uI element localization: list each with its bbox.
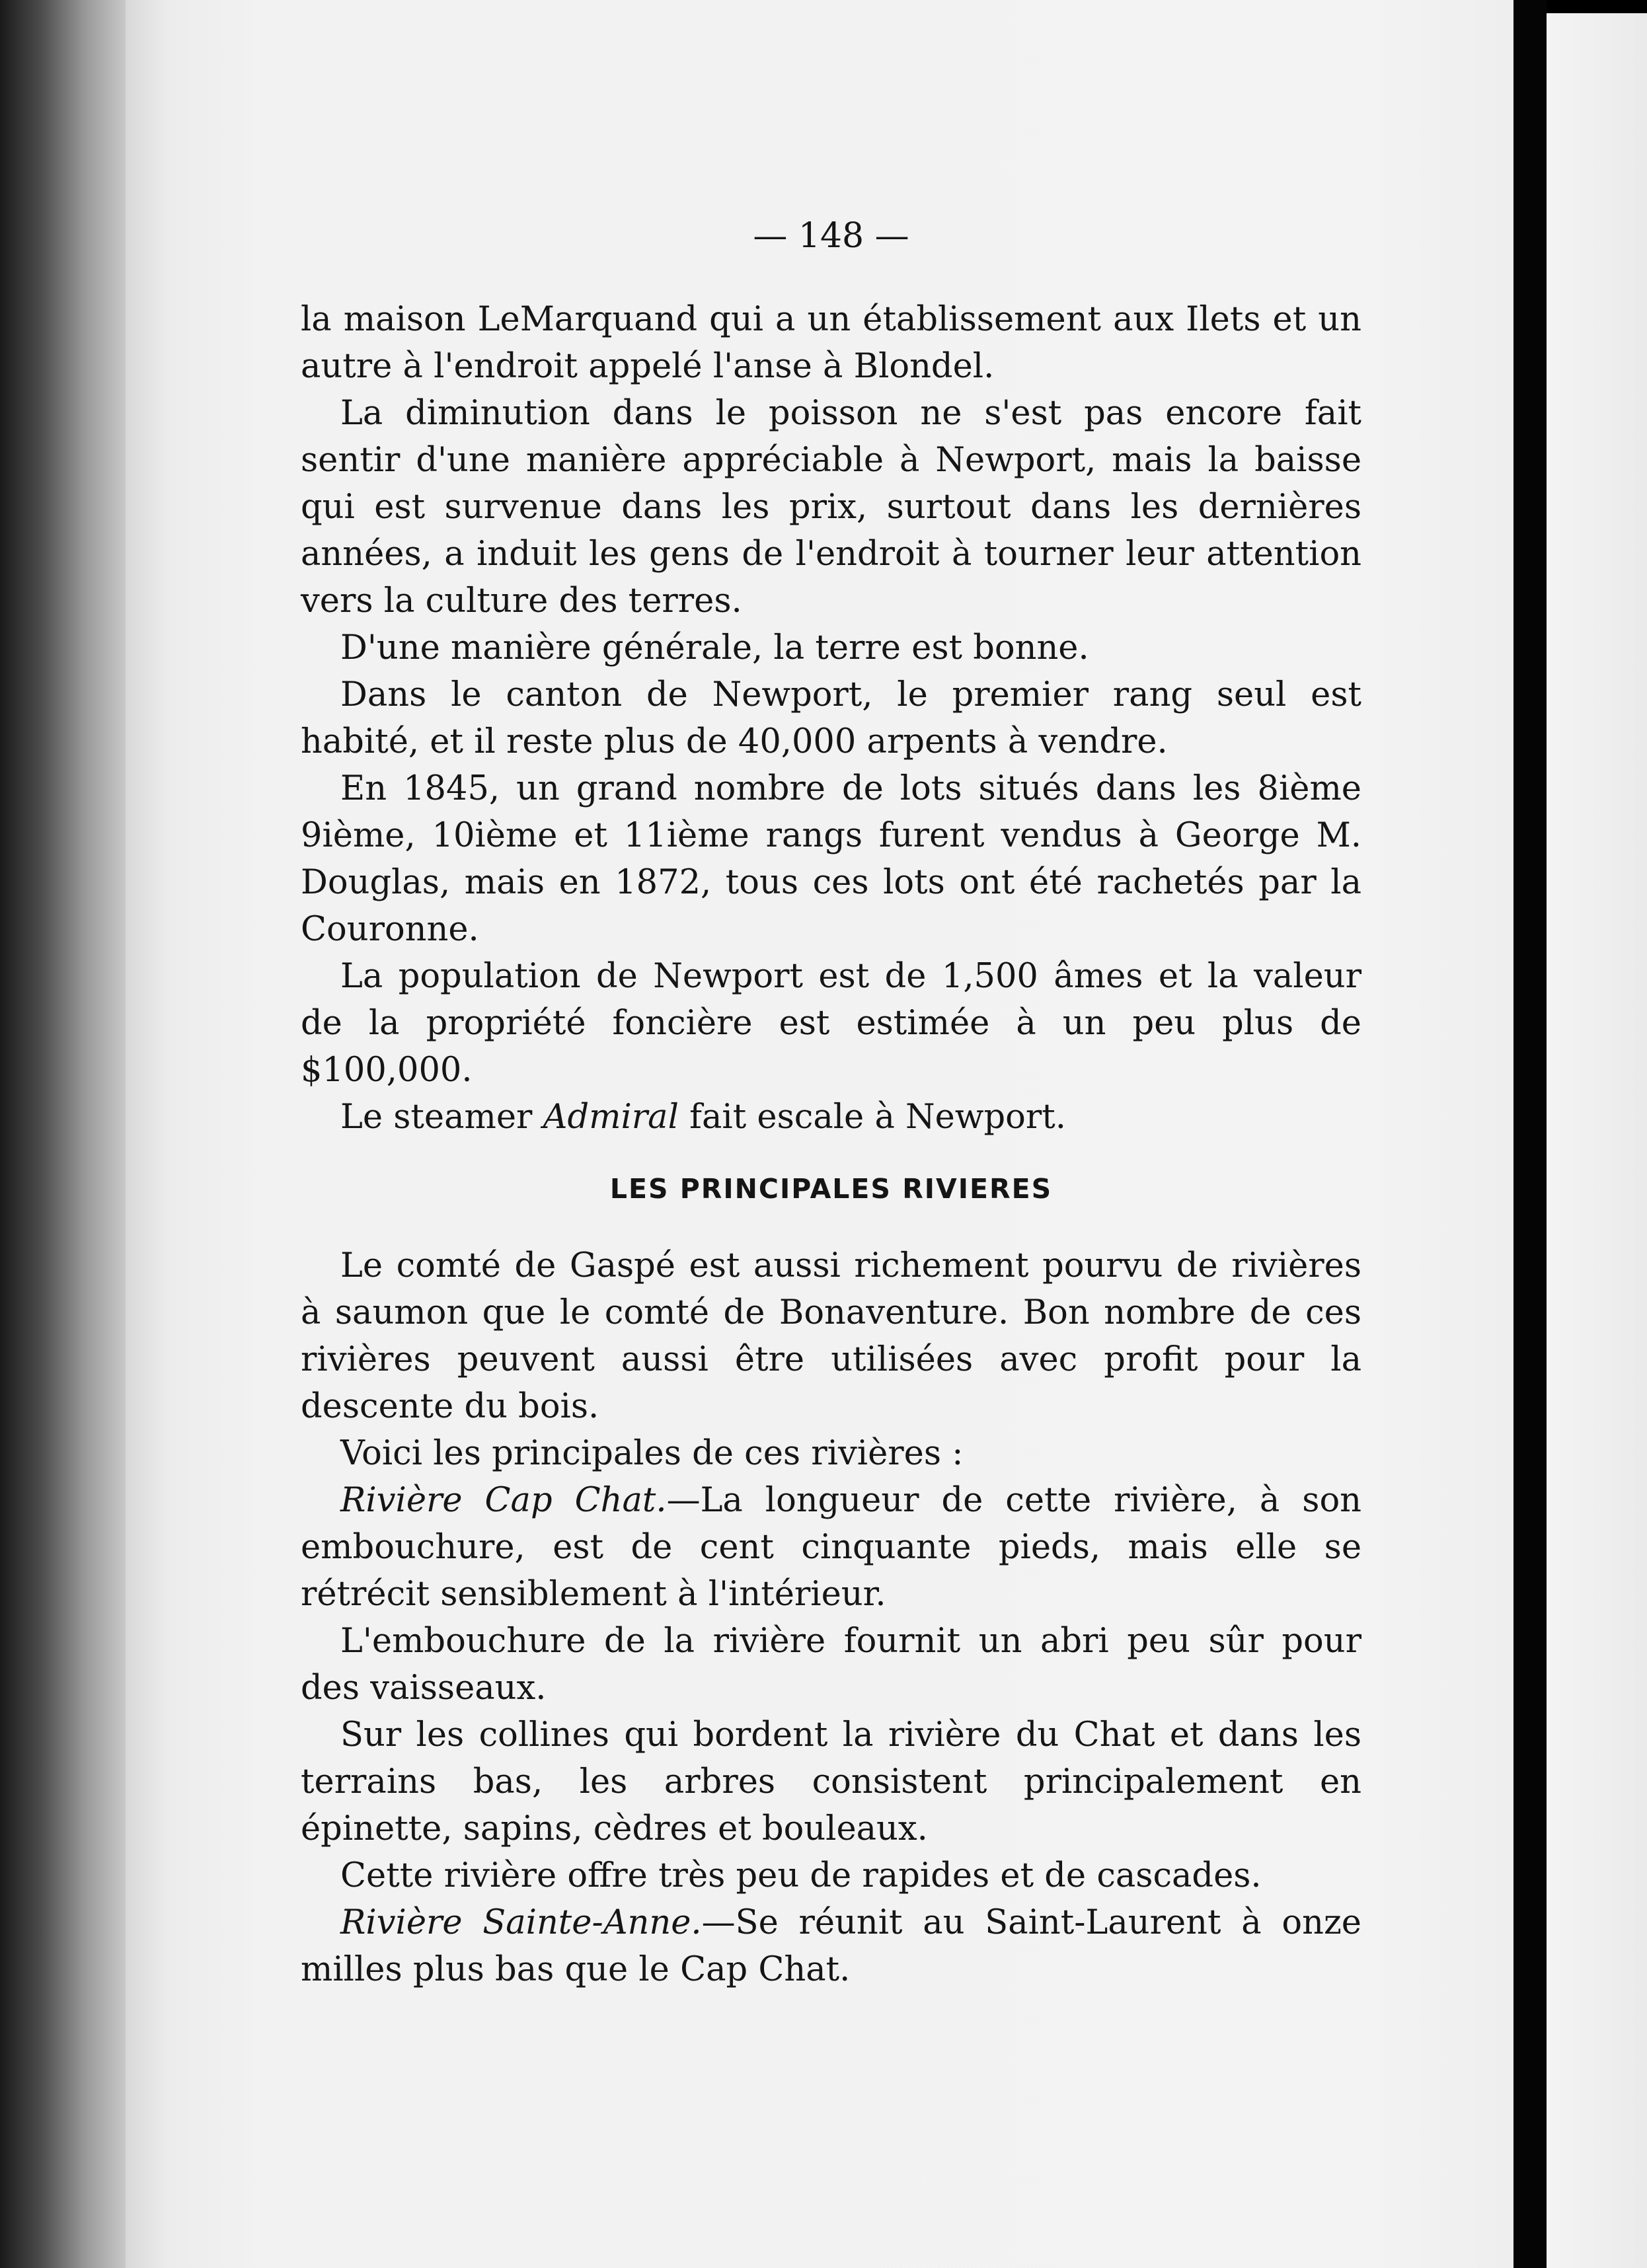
paragraph: L'embouchure de la rivière fournit un abri peu sûr pour des vaisseaux.: [301, 1622, 1361, 1708]
adjacent-page-edge: [1547, 13, 1647, 2268]
body-text-top: [301, 296, 1361, 1141]
paragraph: Cette rivière offre très peu de rapides et de cascades.: [340, 1856, 1262, 1895]
paragraph-prefix: Le steamer: [340, 1098, 543, 1137]
page-number: — 148 —: [753, 216, 909, 256]
paragraph: [301, 1477, 1361, 1618]
paragraph: [301, 1899, 1361, 1993]
paragraph: La population de Newport est de 1,500 âmes et la valeur de la propriété foncière est estimée à un peu plus de $100,000.: [301, 957, 1361, 1090]
ship-name: Admiral: [543, 1098, 679, 1137]
paragraph: Sur les collines qui bordent la rivière du Chat et dans les terrains bas, les arbres consistent principalement en épinette, sapins, cèdres et bouleaux.: [301, 1716, 1361, 1848]
paragraph: En 1845, un grand nombre de lots situés dans les 8ième 9ième, 10ième et 11ième rangs furent vendus à George M. Douglas, mais en 1872, tous ces lots ont été rachetés par la Couronne.: [301, 769, 1361, 949]
paragraph: La diminution dans le poisson ne s'est pas encore fait sentir d'une manière appréciable à Newport, mais la baisse qui est survenue dans les prix, surtout dans les dernières années, a induit les gens de l'endroit à tourner leur attention vers la culture des terres.: [301, 394, 1361, 621]
paragraph: [301, 1094, 1361, 1141]
river-name: Rivière Sainte-Anne.: [340, 1903, 702, 1942]
paragraph: D'une manière générale, la terre est bonne.: [340, 628, 1089, 667]
book-binding-edge: [0, 0, 132, 2268]
paragraph-suffix: fait escale à Newport.: [678, 1098, 1066, 1137]
paragraph: Le comté de Gaspé est aussi richement pourvu de rivières à saumon que le comté de Bonaventure. Bon nombre de ces rivières peuvent aussi être utilisées avec profit pour la descente du bois.: [301, 1246, 1361, 1426]
body-text-bottom: [301, 1242, 1361, 1993]
paragraph: la maison LeMarquand qui a un établissement aux Ilets et un autre à l'endroit appelé l'anse à Blondel.: [301, 300, 1361, 386]
section-heading: LES PRINCIPALES RIVIERES: [609, 1173, 1053, 1205]
paragraph-suffix: —La longueur de cette rivière, à son embouchure, est de cent cinquante pieds, mais elle se rétrécit sensiblement à l'intérieur.: [301, 1481, 1361, 1614]
paragraph: Voici les principales de ces rivières :: [340, 1434, 964, 1473]
paragraph-suffix: —Se réunit au Saint-Laurent à onze milles plus bas que le Cap Chat.: [301, 1903, 1361, 1989]
river-name: Rivière Cap Chat.: [340, 1481, 667, 1520]
page-gutter: [1513, 0, 1547, 2268]
paragraph: Dans le canton de Newport, le premier rang seul est habité, et il reste plus de 40,000 arpents à vendre.: [301, 675, 1361, 761]
